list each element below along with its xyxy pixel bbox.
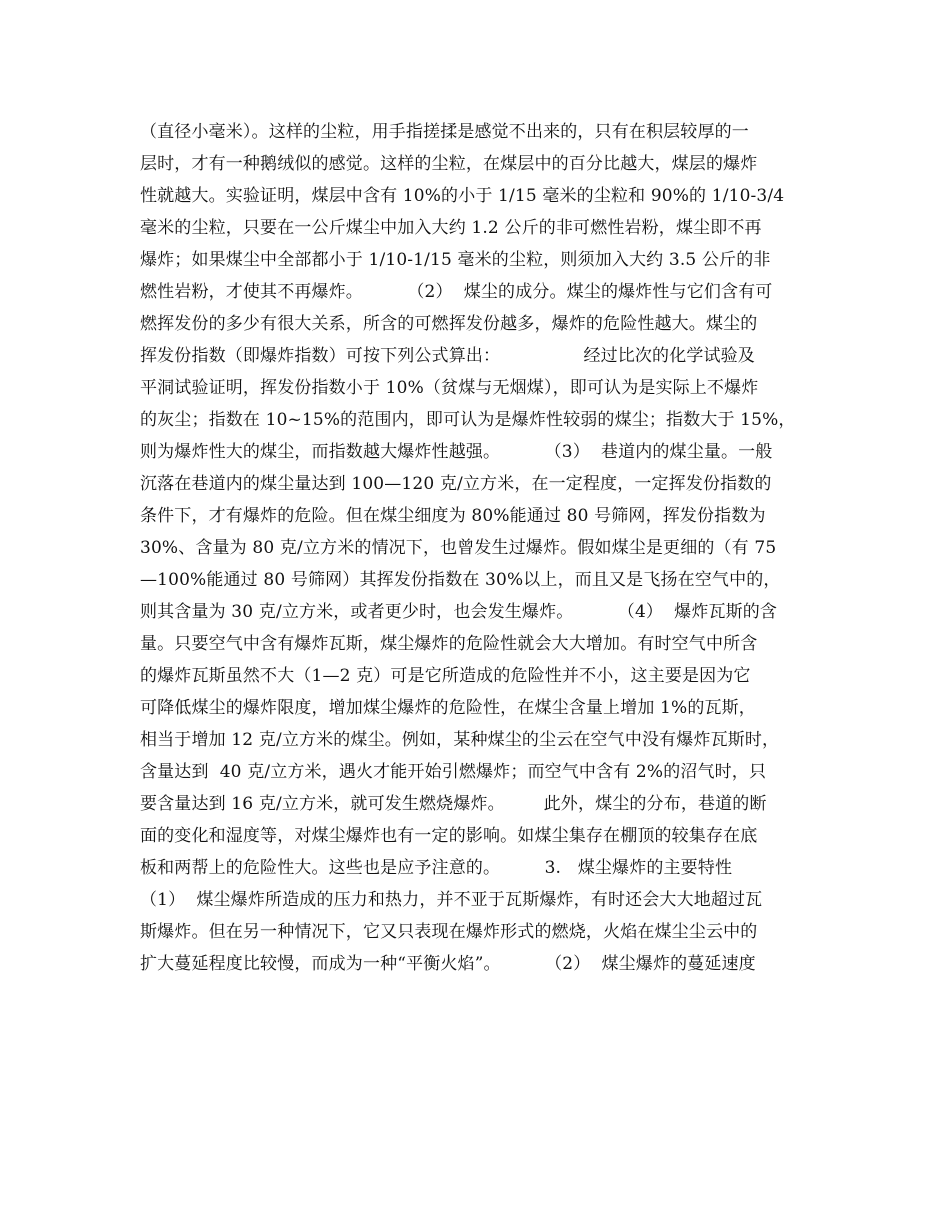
text-line: （直径小毫米）。这样的尘粒，用手指搓揉是感觉不出来的，只有在积层较厚的一 bbox=[140, 122, 749, 142]
text-line: 性就越大。实验证明，煤层中含有 10%的小于 1/15 毫米的尘粒和 90%的 1/10-3/4 bbox=[140, 186, 785, 206]
text-line: 毫米的尘粒，只要在一公斤煤尘中加入大约 1.2 公斤的非可燃性岩粉，煤尘即不再 bbox=[140, 218, 762, 238]
text-line: 30%、含量为 80 克/立方米的情况下，也曾发生过爆炸。假如煤尘是更细的（有 75 bbox=[140, 538, 777, 558]
text-line: 燃性岩粉，才使其不再爆炸。 （2） 煤尘的成分。煤尘的爆炸性与它们含有可 bbox=[140, 282, 773, 302]
text-line: 的爆炸瓦斯虽然不大（1—2 克）可是它所造成的危险性并不小，这主要是因为它 bbox=[140, 666, 751, 686]
text-line: 斯爆炸。但在另一种情况下，它又只表现在爆炸形式的燃烧，火焰在煤尘尘云中的 bbox=[140, 922, 758, 942]
text-line: 的灰尘；指数在 10~15%的范围内，即可认为是爆炸性较弱的煤尘；指数大于 15%， bbox=[140, 410, 796, 430]
text-line: 挥发份指数（即爆炸指数）可按下列公式算出： 经过比次的化学试验及 bbox=[140, 346, 755, 366]
text-line: 爆炸；如果煤尘中全部都小于 1/10-1/15 毫米的尘粒，则须加入大约 3.5 公斤的非 bbox=[140, 250, 771, 270]
text-line: 沉落在巷道内的煤尘量达到 100—120 克/立方米，在一定程度，一定挥发份指数的 bbox=[140, 474, 772, 494]
text-line: 含量达到 40 克/立方米，遇火才能开始引燃爆炸；而空气中含有 2%的沼气时，只 bbox=[140, 762, 767, 782]
text-line: 可降低煤尘的爆炸限度，增加煤尘爆炸的危险性，在煤尘含量上增加 1%的瓦斯， bbox=[140, 698, 756, 718]
text-line: （1） 煤尘爆炸所造成的压力和热力，并不亚于瓦斯爆炸，有时还会大大地超过瓦 bbox=[140, 890, 763, 910]
text-line: 扩大蔓延程度比较慢，而成为一种“平衡火焰”。 （2） 煤尘爆炸的蔓延速度 bbox=[140, 954, 756, 974]
text-line: 板和两帮上的危险性大。这些也是应予注意的。 3. 煤尘爆炸的主要特性 bbox=[140, 858, 733, 878]
text-line: 燃挥发份的多少有很大关系，所含的可燃挥发份越多，爆炸的危险性越大。煤尘的 bbox=[140, 314, 758, 334]
text-line: 则其含量为 30 克/立方米，或者更少时，也会发生爆炸。 （4） 爆炸瓦斯的含 bbox=[140, 602, 778, 622]
text-line: 条件下，才有爆炸的危险。但在煤尘细度为 80%能通过 80 号筛网，挥发份指数为 bbox=[140, 506, 766, 526]
text-line: 面的变化和湿度等，对煤尘爆炸也有一定的影响。如煤尘集存在棚顶的较集存在底 bbox=[140, 826, 758, 846]
text-line: 则为爆炸性大的煤尘，而指数越大爆炸性越强。 （3） 巷道内的煤尘量。一般 bbox=[140, 442, 773, 462]
body-text bbox=[140, 116, 840, 980]
text-line: 要含量达到 16 克/立方米，就可发生燃烧爆炸。 此外，煤尘的分布，巷道的断 bbox=[140, 794, 767, 814]
text-line: 量。只要空气中含有爆炸瓦斯，煤尘爆炸的危险性就会大大增加。有时空气中所含 bbox=[140, 634, 758, 654]
text-line: 层时，才有一种鹅绒似的感觉。这样的尘粒，在煤层中的百分比越大，煤层的爆炸 bbox=[140, 154, 758, 174]
text-line: 相当于增加 12 克/立方米的煤尘。例如，某种煤尘的尘云在空气中没有爆炸瓦斯时， bbox=[140, 730, 780, 750]
text-line: —100%能通过 80 号筛网）其挥发份指数在 30%以上，而且又是飞扬在空气中的， bbox=[140, 570, 781, 590]
text-line: 平洞试验证明，挥发份指数小于 10%（贫煤与无烟煤），即可认为是实际上不爆炸 bbox=[140, 378, 759, 398]
